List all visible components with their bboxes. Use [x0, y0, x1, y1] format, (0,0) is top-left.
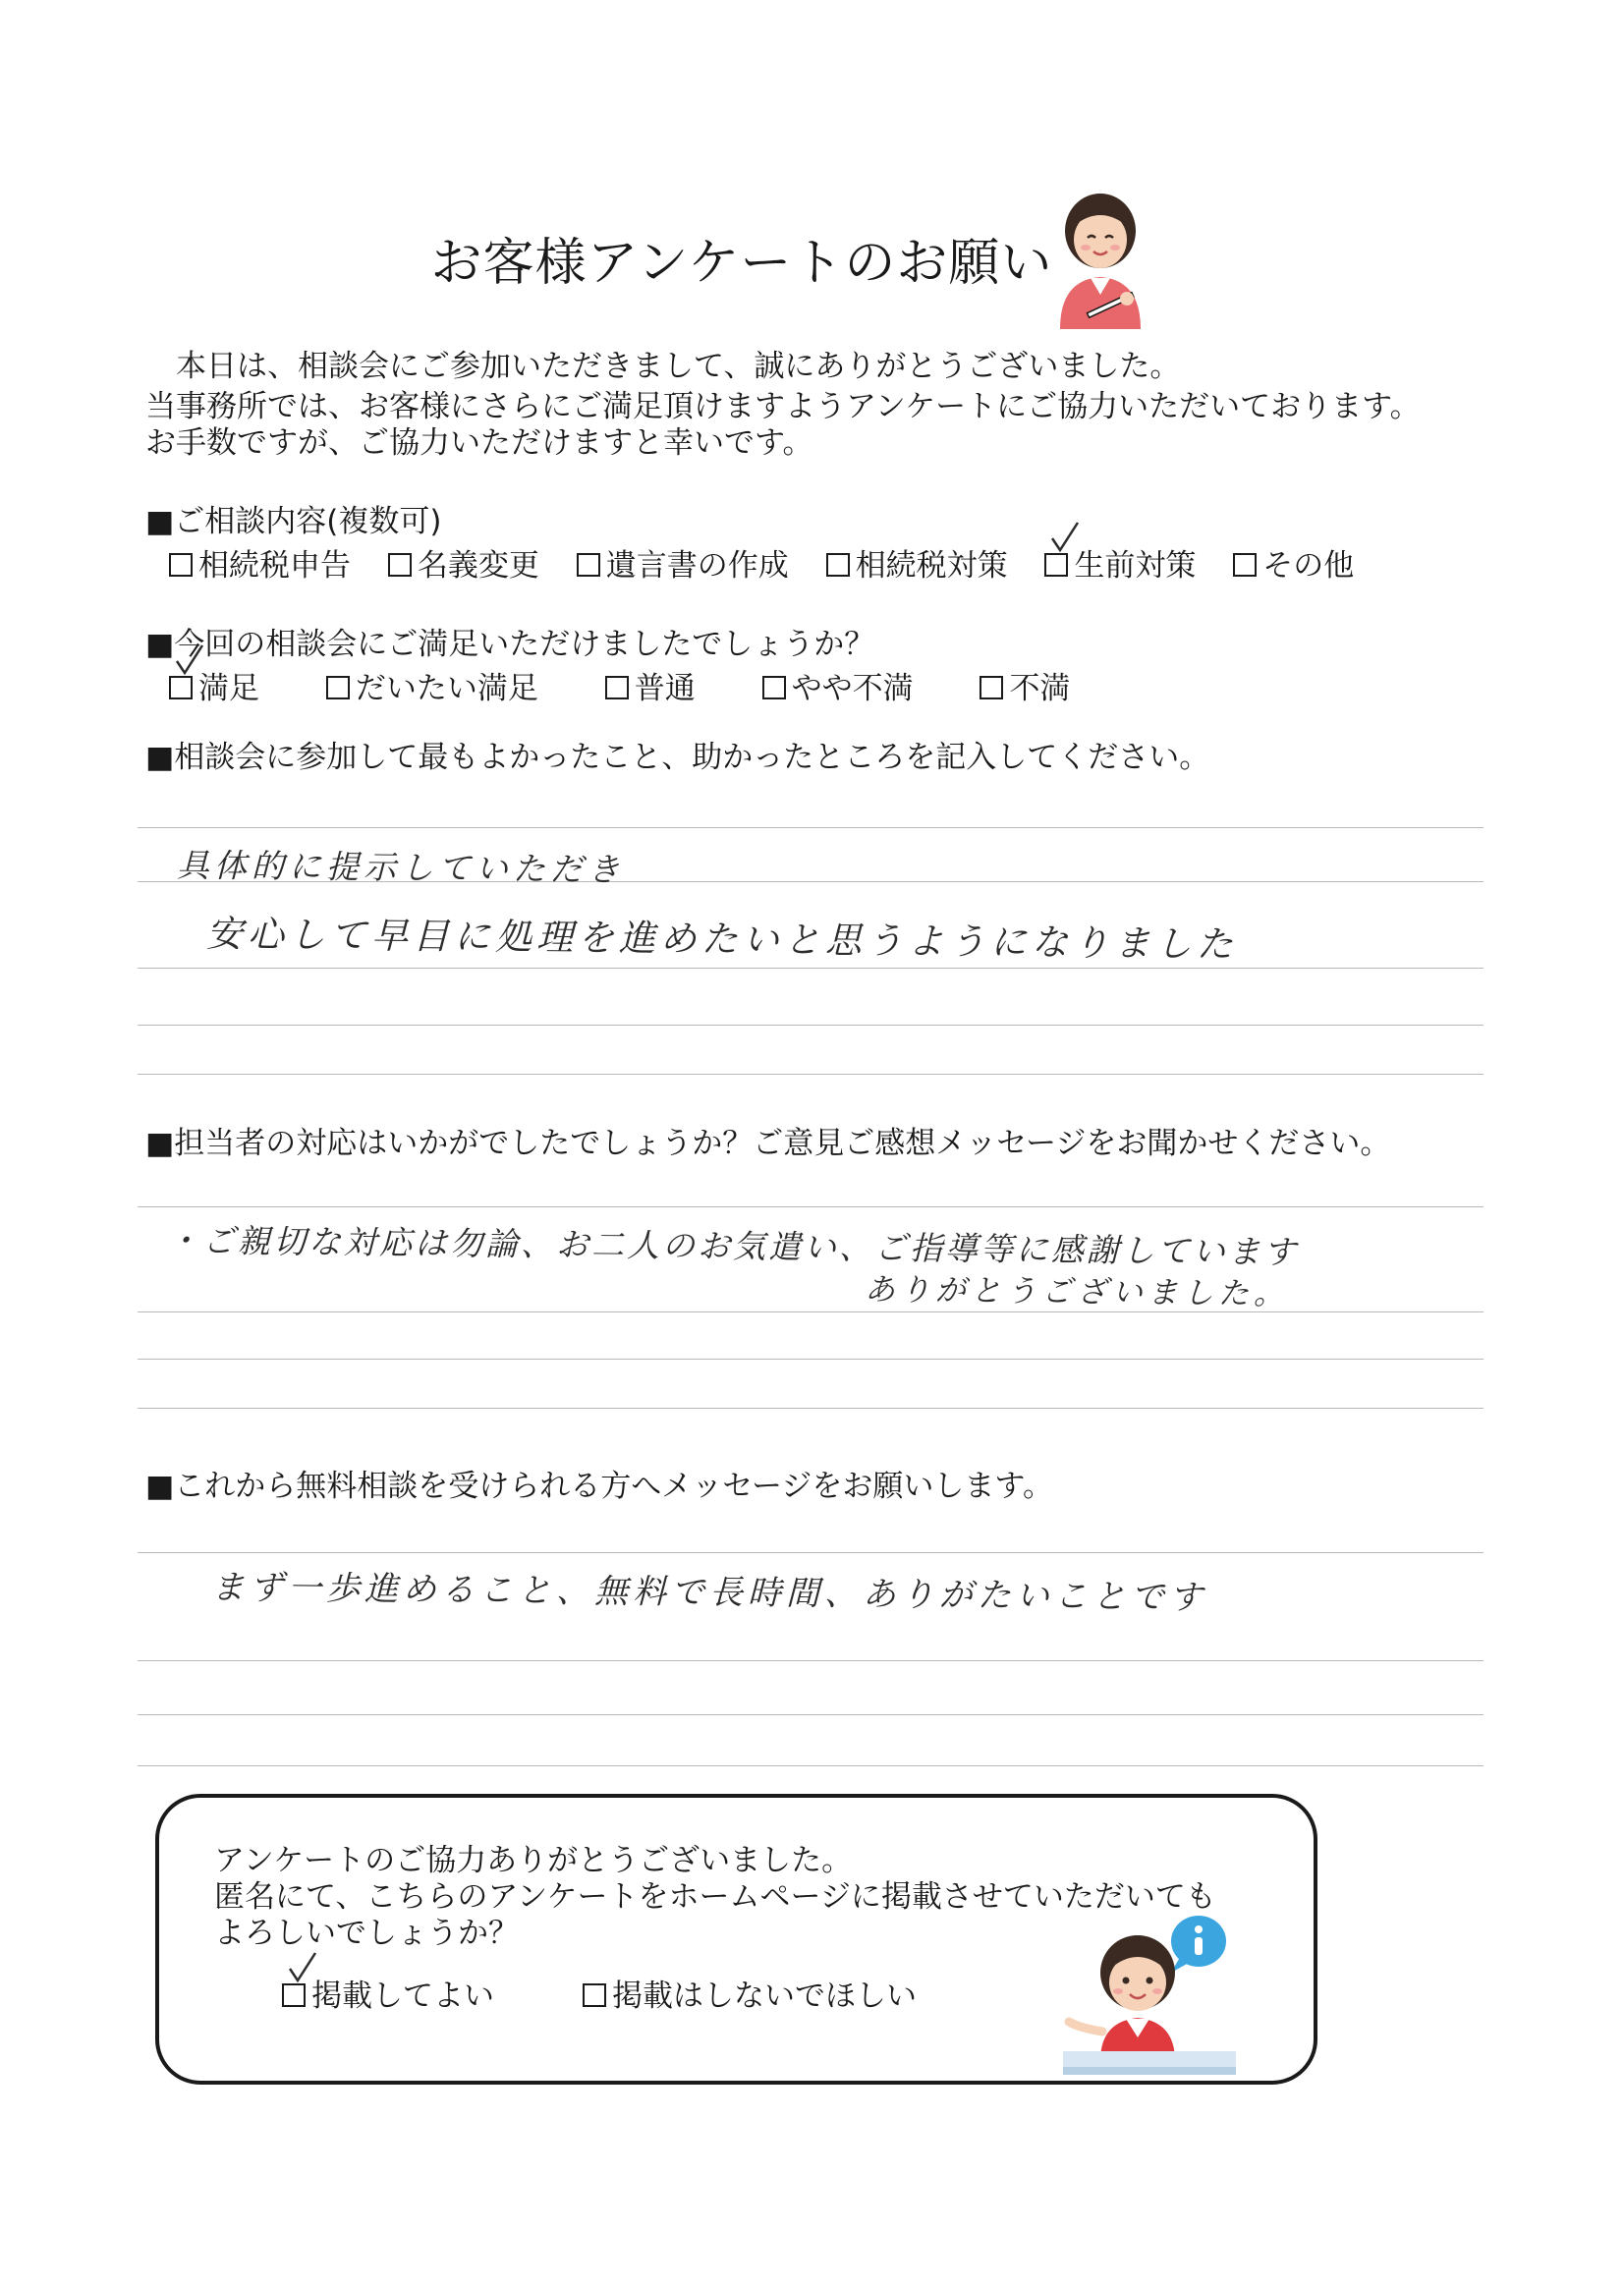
section-heading-message-to-others: ■これから無料相談を受けられる方へメッセージをお願いします。	[145, 1469, 1053, 1504]
checkbox[interactable]	[762, 676, 786, 699]
handwritten-answer: 具体的に提示していただき	[176, 846, 626, 889]
woman-writing-illustration	[1046, 187, 1154, 329]
option-neutral[interactable]: 普通	[605, 663, 696, 707]
option-inheritance-tax-filing[interactable]: 相続税申告	[169, 540, 351, 585]
handwritten-answer: ・ご親切な対応は勿論、お二人のお気遣い、ご指導等に感謝しています	[166, 1221, 1300, 1272]
option-satisfied[interactable]: 満足	[169, 663, 259, 707]
checkmark-icon	[175, 643, 204, 677]
option-mostly-satisfied[interactable]: だいたい満足	[326, 663, 538, 707]
checkbox[interactable]	[388, 553, 412, 577]
answer-rule	[138, 1660, 1484, 1661]
answer-rule	[138, 827, 1484, 828]
option-will-creation[interactable]: 遺言書の作成	[577, 540, 789, 585]
answer-rule	[138, 968, 1484, 969]
answer-rule	[138, 1552, 1484, 1553]
checkbox[interactable]	[1233, 553, 1257, 577]
answer-rule	[138, 1206, 1484, 1207]
receptionist-info-illustration	[1061, 1914, 1238, 2079]
answer-rule	[138, 1714, 1484, 1715]
answer-rule	[138, 1074, 1484, 1075]
page-title: お客様アンケートのお願い	[430, 234, 1053, 293]
checkbox[interactable]	[583, 1983, 606, 2007]
checkbox[interactable]	[577, 553, 600, 577]
section-heading-consultation-content: ■ご相談内容(複数可)	[145, 504, 442, 539]
option-other[interactable]: その他	[1233, 540, 1354, 585]
consultation-options	[169, 540, 1381, 585]
checkbox[interactable]	[826, 553, 850, 577]
closing-line: 匿名にて、こちらのアンケートをホームページに掲載させていただいても	[214, 1879, 1216, 1915]
option-dissatisfied[interactable]: 不満	[980, 663, 1070, 707]
section-heading-staff-response: ■担当者の対応はいかがでしたでしょうか？ご意見ご感想メッセージをお聞かせください。	[145, 1126, 1391, 1161]
checkbox[interactable]	[169, 553, 193, 577]
answer-rule	[138, 1359, 1484, 1360]
closing-line: アンケートのご協力ありがとうございました。	[214, 1843, 853, 1878]
option-somewhat-dissatisfied[interactable]: やや不満	[762, 663, 914, 707]
checkmark-icon	[288, 1951, 317, 1984]
answer-rule	[138, 1765, 1484, 1766]
answer-rule	[138, 1408, 1484, 1409]
checkbox-checked[interactable]	[282, 1983, 306, 2007]
intro-line: 本日は、相談会にご参加いただきまして、誠にありがとうございました。	[145, 349, 1181, 384]
checkbox[interactable]	[980, 676, 1003, 699]
option-inheritance-tax-planning[interactable]: 相続税対策	[826, 540, 1008, 585]
option-pre-death-planning[interactable]: 生前対策	[1044, 540, 1196, 585]
answer-rule	[138, 1025, 1484, 1026]
option-title-transfer[interactable]: 名義変更	[388, 540, 539, 585]
checkbox-checked[interactable]	[1044, 553, 1068, 577]
checkbox-checked[interactable]	[169, 676, 193, 699]
checkmark-icon	[1050, 521, 1080, 554]
handwritten-answer: 安心して早目に処理を進めたいと思うようになりました	[205, 913, 1239, 966]
handwritten-answer: まず一歩進めること、無料で長時間、ありがたいことです	[210, 1568, 1208, 1618]
checkbox[interactable]	[605, 676, 629, 699]
closing-line: よろしいでしょうか？	[214, 1916, 519, 1951]
satisfaction-options	[169, 663, 1097, 707]
option-publish-no[interactable]: 掲載はしないでほしい	[583, 1971, 917, 2015]
section-heading-best-part: ■相談会に参加して最もよかったこと、助かったところを記入してください。	[145, 740, 1210, 775]
section-heading-satisfaction: ■今回の相談会にご満足いただけましたでしょうか？	[145, 627, 875, 662]
checkbox[interactable]	[326, 676, 350, 699]
intro-line: 当事務所では、お客様にさらにご満足頂けますようアンケートにご協力いただいております。	[145, 389, 1421, 424]
option-publish-ok[interactable]: 掲載してよい	[282, 1971, 494, 2015]
intro-line: お手数ですが、ご協力いただけますと幸いです。	[145, 425, 813, 461]
handwritten-answer: ありがとうございました。	[864, 1272, 1290, 1312]
